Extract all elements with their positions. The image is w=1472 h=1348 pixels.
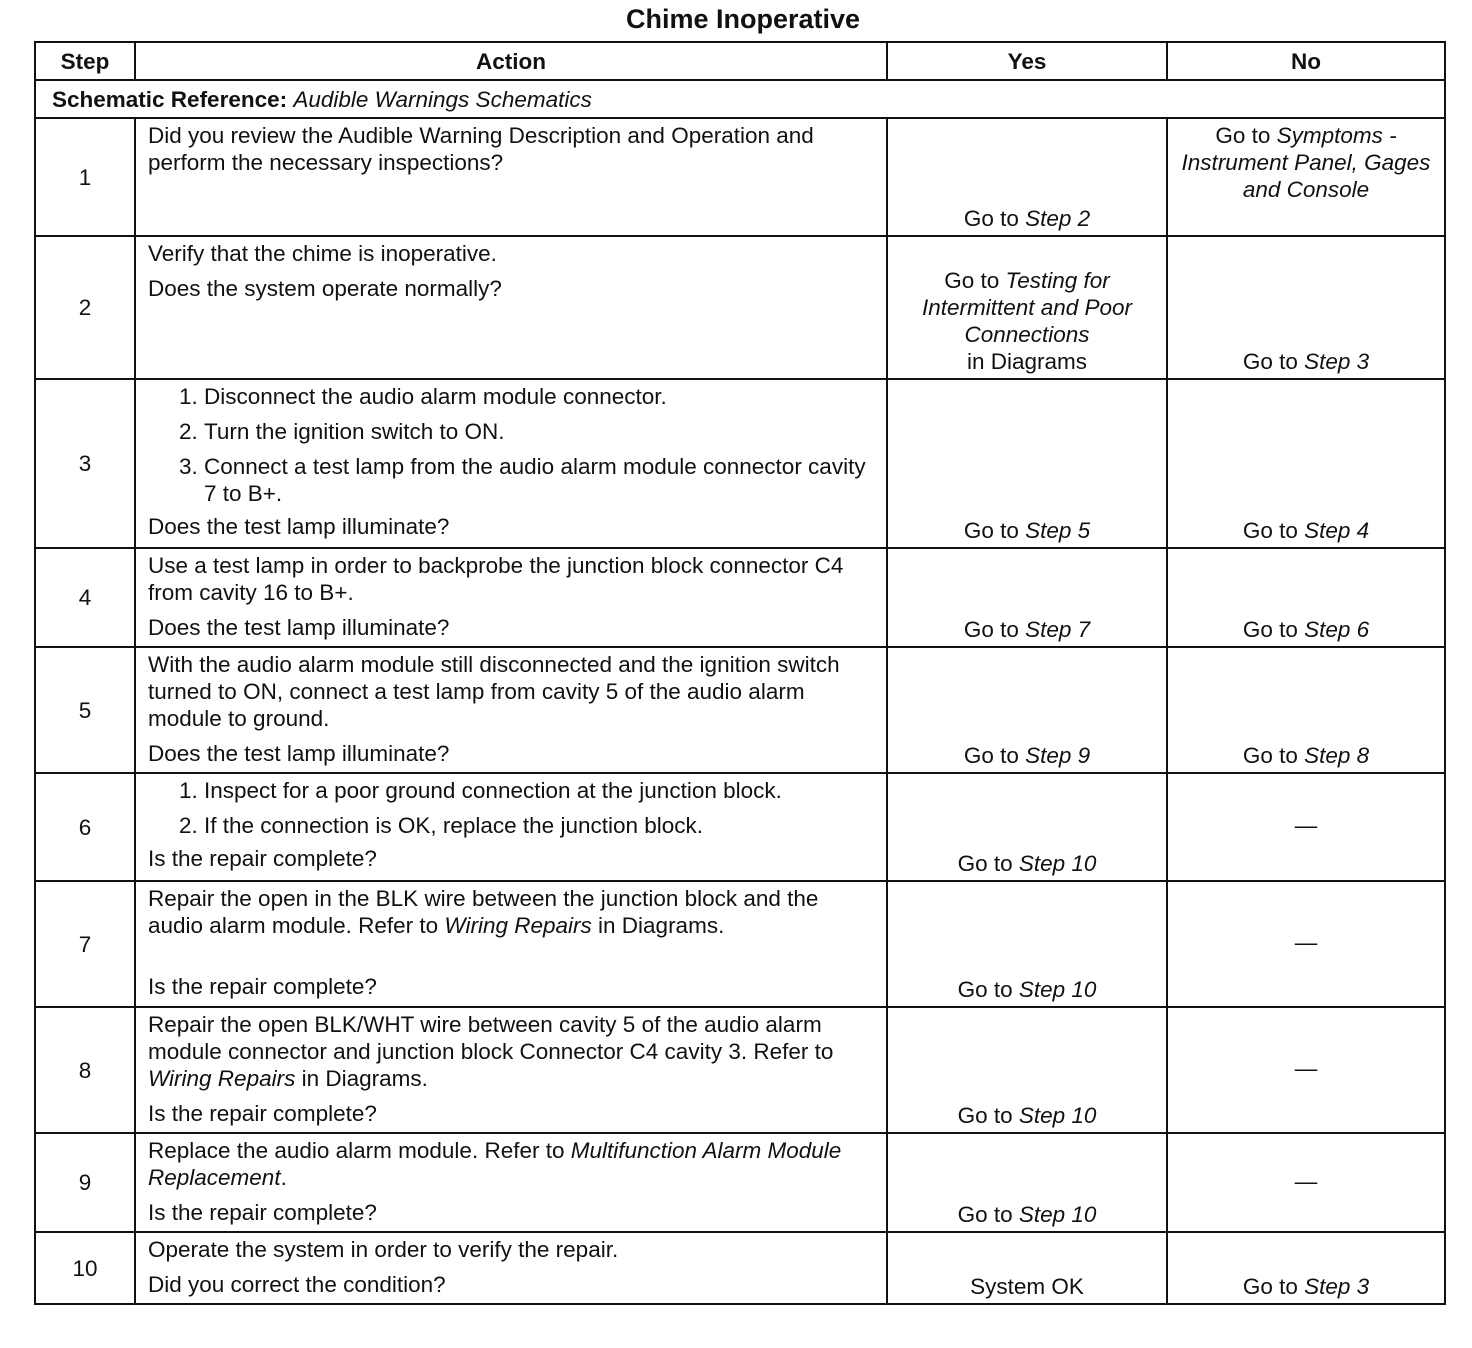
- yes-cell: System OK: [887, 1232, 1167, 1304]
- action-text-body: Repair the open in the BLK wire between the junction block and the audio alarm module. Refer to: [148, 886, 819, 938]
- list-item: 1. Disconnect the audio alarm module connector.: [204, 383, 876, 410]
- list-item: 1. Inspect for a poor ground connection at the junction block.: [204, 777, 876, 804]
- no-cell: [1167, 1232, 1445, 1304]
- go-to-label: Go to: [963, 206, 1019, 231]
- action-text: [148, 885, 876, 939]
- action-ref-link[interactable]: Wiring Repairs: [444, 913, 592, 938]
- step-number: 8: [35, 1007, 135, 1133]
- action-cell: [135, 1232, 887, 1304]
- action-steps-list: [148, 383, 876, 507]
- action-text-body: Replace the audio alarm module. Refer to: [148, 1138, 565, 1163]
- no-cell: —: [1167, 1007, 1445, 1133]
- yes-link[interactable]: Step 10: [1018, 1103, 1097, 1128]
- action-text: Did you review the Audible Warning Description and Operation and perform the necessary inspections?: [148, 123, 814, 175]
- action-cell: [135, 1133, 887, 1232]
- action-cell: [135, 548, 887, 647]
- action-text: Use a test lamp in order to backprobe the junction block connector C4 from cavity 16 to B+.: [148, 553, 844, 605]
- go-to-label: Go to: [963, 617, 1019, 642]
- yes-cell: [887, 1133, 1167, 1232]
- go-to-label: Go to: [963, 743, 1019, 768]
- no-link[interactable]: Step 3: [1304, 349, 1370, 374]
- go-to-label: Go to: [944, 268, 1000, 293]
- table-row: [35, 1232, 1445, 1304]
- list-item: 2. Turn the ignition switch to ON.: [204, 418, 876, 445]
- action-text: Operate the system in order to verify the repair.: [148, 1237, 619, 1262]
- table-row: [35, 548, 1445, 647]
- yes-cell: [887, 548, 1167, 647]
- action-text-body: Repair the open BLK/WHT wire between cavity 5 of the audio alarm module connector and junction block Connector C4 cavity 3. Refer to: [148, 1012, 834, 1064]
- go-to-label: Go to: [957, 1202, 1013, 1227]
- step-number: 3: [35, 379, 135, 548]
- action-cell: [135, 647, 887, 773]
- table-row: [35, 236, 1445, 379]
- no-link[interactable]: Symptoms - Instrument Panel, Gages and Console: [1181, 123, 1431, 202]
- yes-cell: [887, 881, 1167, 1007]
- go-to-label: Go to: [1242, 617, 1298, 642]
- list-item: 2. If the connection is OK, replace the junction block.: [204, 812, 876, 839]
- table-row: [35, 1007, 1445, 1133]
- no-cell: [1167, 118, 1445, 236]
- header-no: No: [1167, 42, 1445, 80]
- step-number: 10: [35, 1232, 135, 1304]
- schematic-row: [35, 80, 1445, 118]
- yes-link[interactable]: Step 10: [1018, 851, 1097, 876]
- yes-link[interactable]: Step 7: [1025, 617, 1091, 642]
- go-to-label: Go to: [1242, 743, 1298, 768]
- schematic-reference: [35, 80, 1445, 118]
- step-number: 6: [35, 773, 135, 881]
- no-link[interactable]: Step 8: [1304, 743, 1370, 768]
- no-cell: [1167, 379, 1445, 548]
- yes-cell: [887, 773, 1167, 881]
- yes-cell: [887, 236, 1167, 379]
- action-text: Verify that the chime is inoperative.: [148, 241, 497, 266]
- yes-suffix: in Diagrams: [966, 349, 1088, 374]
- action-ref-link[interactable]: Multifunction Alarm Module Replacement: [148, 1138, 842, 1190]
- no-cell: —: [1167, 773, 1445, 881]
- yes-link[interactable]: Step 2: [1025, 206, 1091, 231]
- yes-link[interactable]: Step 10: [1018, 977, 1097, 1002]
- no-link[interactable]: Step 6: [1304, 617, 1370, 642]
- yes-cell: [887, 379, 1167, 548]
- step-number: 2: [35, 236, 135, 379]
- step-number: 1: [35, 118, 135, 236]
- go-to-label: Go to: [957, 977, 1013, 1002]
- action-cell: [135, 379, 887, 548]
- header-step: Step: [35, 42, 135, 80]
- go-to-label: Go to: [1242, 1274, 1298, 1299]
- question-text: Is the repair complete?: [148, 1200, 377, 1225]
- action-suffix: .: [280, 1165, 287, 1190]
- no-cell: [1167, 548, 1445, 647]
- action-cell: [135, 236, 887, 379]
- step-number: 7: [35, 881, 135, 1007]
- question-text: Did you correct the condition?: [148, 1272, 446, 1297]
- action-suffix: in Diagrams.: [598, 913, 725, 938]
- yes-link[interactable]: Step 9: [1025, 743, 1091, 768]
- question-text: Is the repair complete?: [148, 846, 377, 871]
- header-row: [35, 42, 1445, 80]
- table-row: [35, 1133, 1445, 1232]
- schematic-ref-link[interactable]: Audible Warnings Schematics: [293, 86, 592, 112]
- question-text: Does the test lamp illuminate?: [148, 615, 450, 640]
- action-cell: [135, 881, 887, 1007]
- schematic-label: Schematic Reference:: [52, 86, 288, 112]
- table-row: [35, 379, 1445, 548]
- action-suffix: in Diagrams.: [301, 1066, 428, 1091]
- page-title: Chime Inoperative: [625, 4, 861, 34]
- question-text: Does the test lamp illuminate?: [148, 741, 450, 766]
- no-cell: —: [1167, 1133, 1445, 1232]
- question-text: Is the repair complete?: [148, 974, 377, 999]
- action-text: [148, 1011, 876, 1092]
- yes-cell: [887, 1007, 1167, 1133]
- no-cell: [1167, 236, 1445, 379]
- yes-cell: [887, 647, 1167, 773]
- go-to-label: Go to: [957, 851, 1013, 876]
- table-row: [35, 773, 1445, 881]
- no-cell: [1167, 647, 1445, 773]
- question-text: Does the system operate normally?: [148, 276, 502, 301]
- go-to-label: Go to: [1242, 518, 1298, 543]
- no-link[interactable]: Step 4: [1304, 518, 1370, 543]
- action-text: With the audio alarm module still disconnected and the ignition switch turned to ON, connect a test lamp from cavity 5 of the audio alarm module to ground.: [148, 652, 840, 731]
- question-text: Does the test lamp illuminate?: [148, 514, 450, 539]
- go-to-label: Go to: [1215, 123, 1271, 148]
- header-action: Action: [135, 42, 887, 80]
- table-row: [35, 881, 1445, 1007]
- action-steps-list: [148, 777, 876, 839]
- action-cell: [135, 1007, 887, 1133]
- action-ref-link[interactable]: Wiring Repairs: [148, 1066, 296, 1091]
- yes-link[interactable]: Step 10: [1018, 1202, 1097, 1227]
- no-link[interactable]: Step 3: [1304, 1274, 1370, 1299]
- go-to-label: Go to: [1242, 349, 1298, 374]
- step-number: 5: [35, 647, 135, 773]
- table-row: [35, 118, 1445, 236]
- header-yes: Yes: [887, 42, 1167, 80]
- action-cell: [135, 118, 887, 236]
- go-to-label: Go to: [957, 1103, 1013, 1128]
- list-item: 3. Connect a test lamp from the audio alarm module connector cavity 7 to B+.: [204, 453, 876, 507]
- step-number: 4: [35, 548, 135, 647]
- table-row: [35, 647, 1445, 773]
- question-text: Is the repair complete?: [148, 1101, 377, 1126]
- diagnostic-table: [34, 41, 1446, 1305]
- yes-link[interactable]: Step 5: [1025, 518, 1091, 543]
- yes-cell: [887, 118, 1167, 236]
- action-cell: [135, 773, 887, 881]
- no-cell: —: [1167, 881, 1445, 1007]
- go-to-label: Go to: [963, 518, 1019, 543]
- yes-link[interactable]: Testing for Intermittent and Poor Connections: [921, 268, 1133, 347]
- action-text: [148, 1137, 876, 1191]
- step-number: 9: [35, 1133, 135, 1232]
